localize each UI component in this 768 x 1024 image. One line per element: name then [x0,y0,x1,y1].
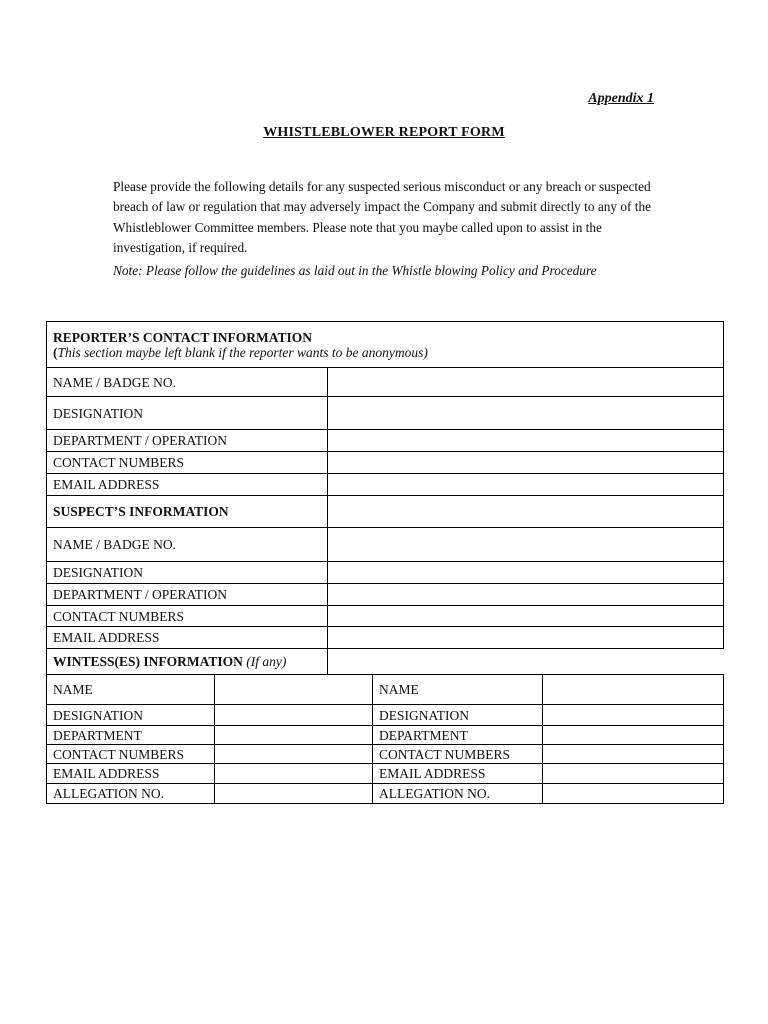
witness-row-department [47,726,724,745]
field-label: ALLEGATION NO. [47,784,215,804]
report-form-table [46,321,724,804]
field-label: EMAIL ADDRESS [373,764,543,784]
reporter-subheading-open: ( [53,344,58,360]
witness-row-allegation [47,784,724,804]
suspect-row-name [47,528,724,562]
suspect-email-input[interactable] [328,627,724,649]
reporter-row-email [47,474,724,496]
note-text: Note: Please follow the guidelines as laid out in the Whistle blowing Policy and Procedure [113,263,597,278]
suspect-department-input[interactable] [328,584,724,606]
witness2-designation-input[interactable] [543,705,724,726]
field-label: CONTACT NUMBERS [47,452,328,474]
field-label: EMAIL ADDRESS [47,474,328,496]
field-label: CONTACT NUMBERS [47,606,328,627]
field-label: DESIGNATION [47,562,328,584]
field-label: DEPARTMENT / OPERATION [47,584,328,606]
field-label: DESIGNATION [47,397,328,430]
suspect-row-designation [47,562,724,584]
reporter-heading: REPORTER’S CONTACT INFORMATION [53,329,313,345]
witness-heading-note: (If any) [246,654,287,669]
witness-row-name [47,675,724,705]
field-label: EMAIL ADDRESS [47,627,328,649]
witness2-allegation-input[interactable] [543,784,724,804]
field-label: DEPARTMENT / OPERATION [47,430,328,452]
suspect-row-department [47,584,724,606]
field-label: EMAIL ADDRESS [47,764,215,784]
suspect-header-blank [328,496,724,528]
appendix-label: Appendix 1 [588,91,654,106]
reporter-row-department [47,430,724,452]
witness2-department-input[interactable] [543,726,724,745]
field-label: ALLEGATION NO. [373,784,543,804]
field-label: NAME [47,675,215,705]
witness2-name-input[interactable] [543,675,724,705]
reporter-section-header [47,322,724,368]
field-label: NAME / BADGE NO. [47,368,328,397]
reporter-row-contact [47,452,724,474]
suspect-section-header: SUSPECT’S INFORMATION [47,496,328,528]
form-title: WHISTLEBLOWER REPORT FORM [263,125,505,140]
field-label: CONTACT NUMBERS [47,745,215,764]
reporter-row-name [47,368,724,397]
reporter-contact-input[interactable] [328,452,724,474]
reporter-row-designation [47,397,724,430]
witness2-email-input[interactable] [543,764,724,784]
witness1-contact-input[interactable] [215,745,373,764]
reporter-header-row [47,322,724,368]
field-label: NAME [373,675,543,705]
suspect-row-contact [47,606,724,627]
suspect-contact-input[interactable] [328,606,724,627]
intro-paragraph: Please provide the following details for any suspected serious misconduct or any breach or suspected breach of law or regulation that may adversely impact the Company and submit directly to any of the Whistleblower Committee members. Please note that you maybe called upon to assist in the investigation, if required. [113,179,651,255]
witness-section-header [47,649,328,675]
witness-header-row [47,649,724,675]
field-label: CONTACT NUMBERS [373,745,543,764]
reporter-department-input[interactable] [328,430,724,452]
witness2-contact-input[interactable] [543,745,724,764]
suspect-row-email [47,627,724,649]
field-label: DESIGNATION [47,705,215,726]
witness-row-contact [47,745,724,764]
suspect-designation-input[interactable] [328,562,724,584]
suspect-name-input[interactable] [328,528,724,562]
witness1-designation-input[interactable] [215,705,373,726]
witness1-department-input[interactable] [215,726,373,745]
field-label: DEPARTMENT [373,726,543,745]
reporter-designation-input[interactable] [328,397,724,430]
witness-row-email [47,764,724,784]
reporter-subheading: This section maybe left blank if the reporter wants to be anonymous) [57,344,428,360]
witness1-name-input[interactable] [215,675,373,705]
field-label: DESIGNATION [373,705,543,726]
reporter-name-input[interactable] [328,368,724,397]
field-label: DEPARTMENT [47,726,215,745]
suspect-header-row [47,496,724,528]
witness1-allegation-input[interactable] [215,784,373,804]
witness1-email-input[interactable] [215,764,373,784]
witness-header-blank [328,649,724,675]
witness-row-designation [47,705,724,726]
reporter-email-input[interactable] [328,474,724,496]
witness-heading: WINTESS(ES) INFORMATION [53,654,243,669]
field-label: NAME / BADGE NO. [47,528,328,562]
